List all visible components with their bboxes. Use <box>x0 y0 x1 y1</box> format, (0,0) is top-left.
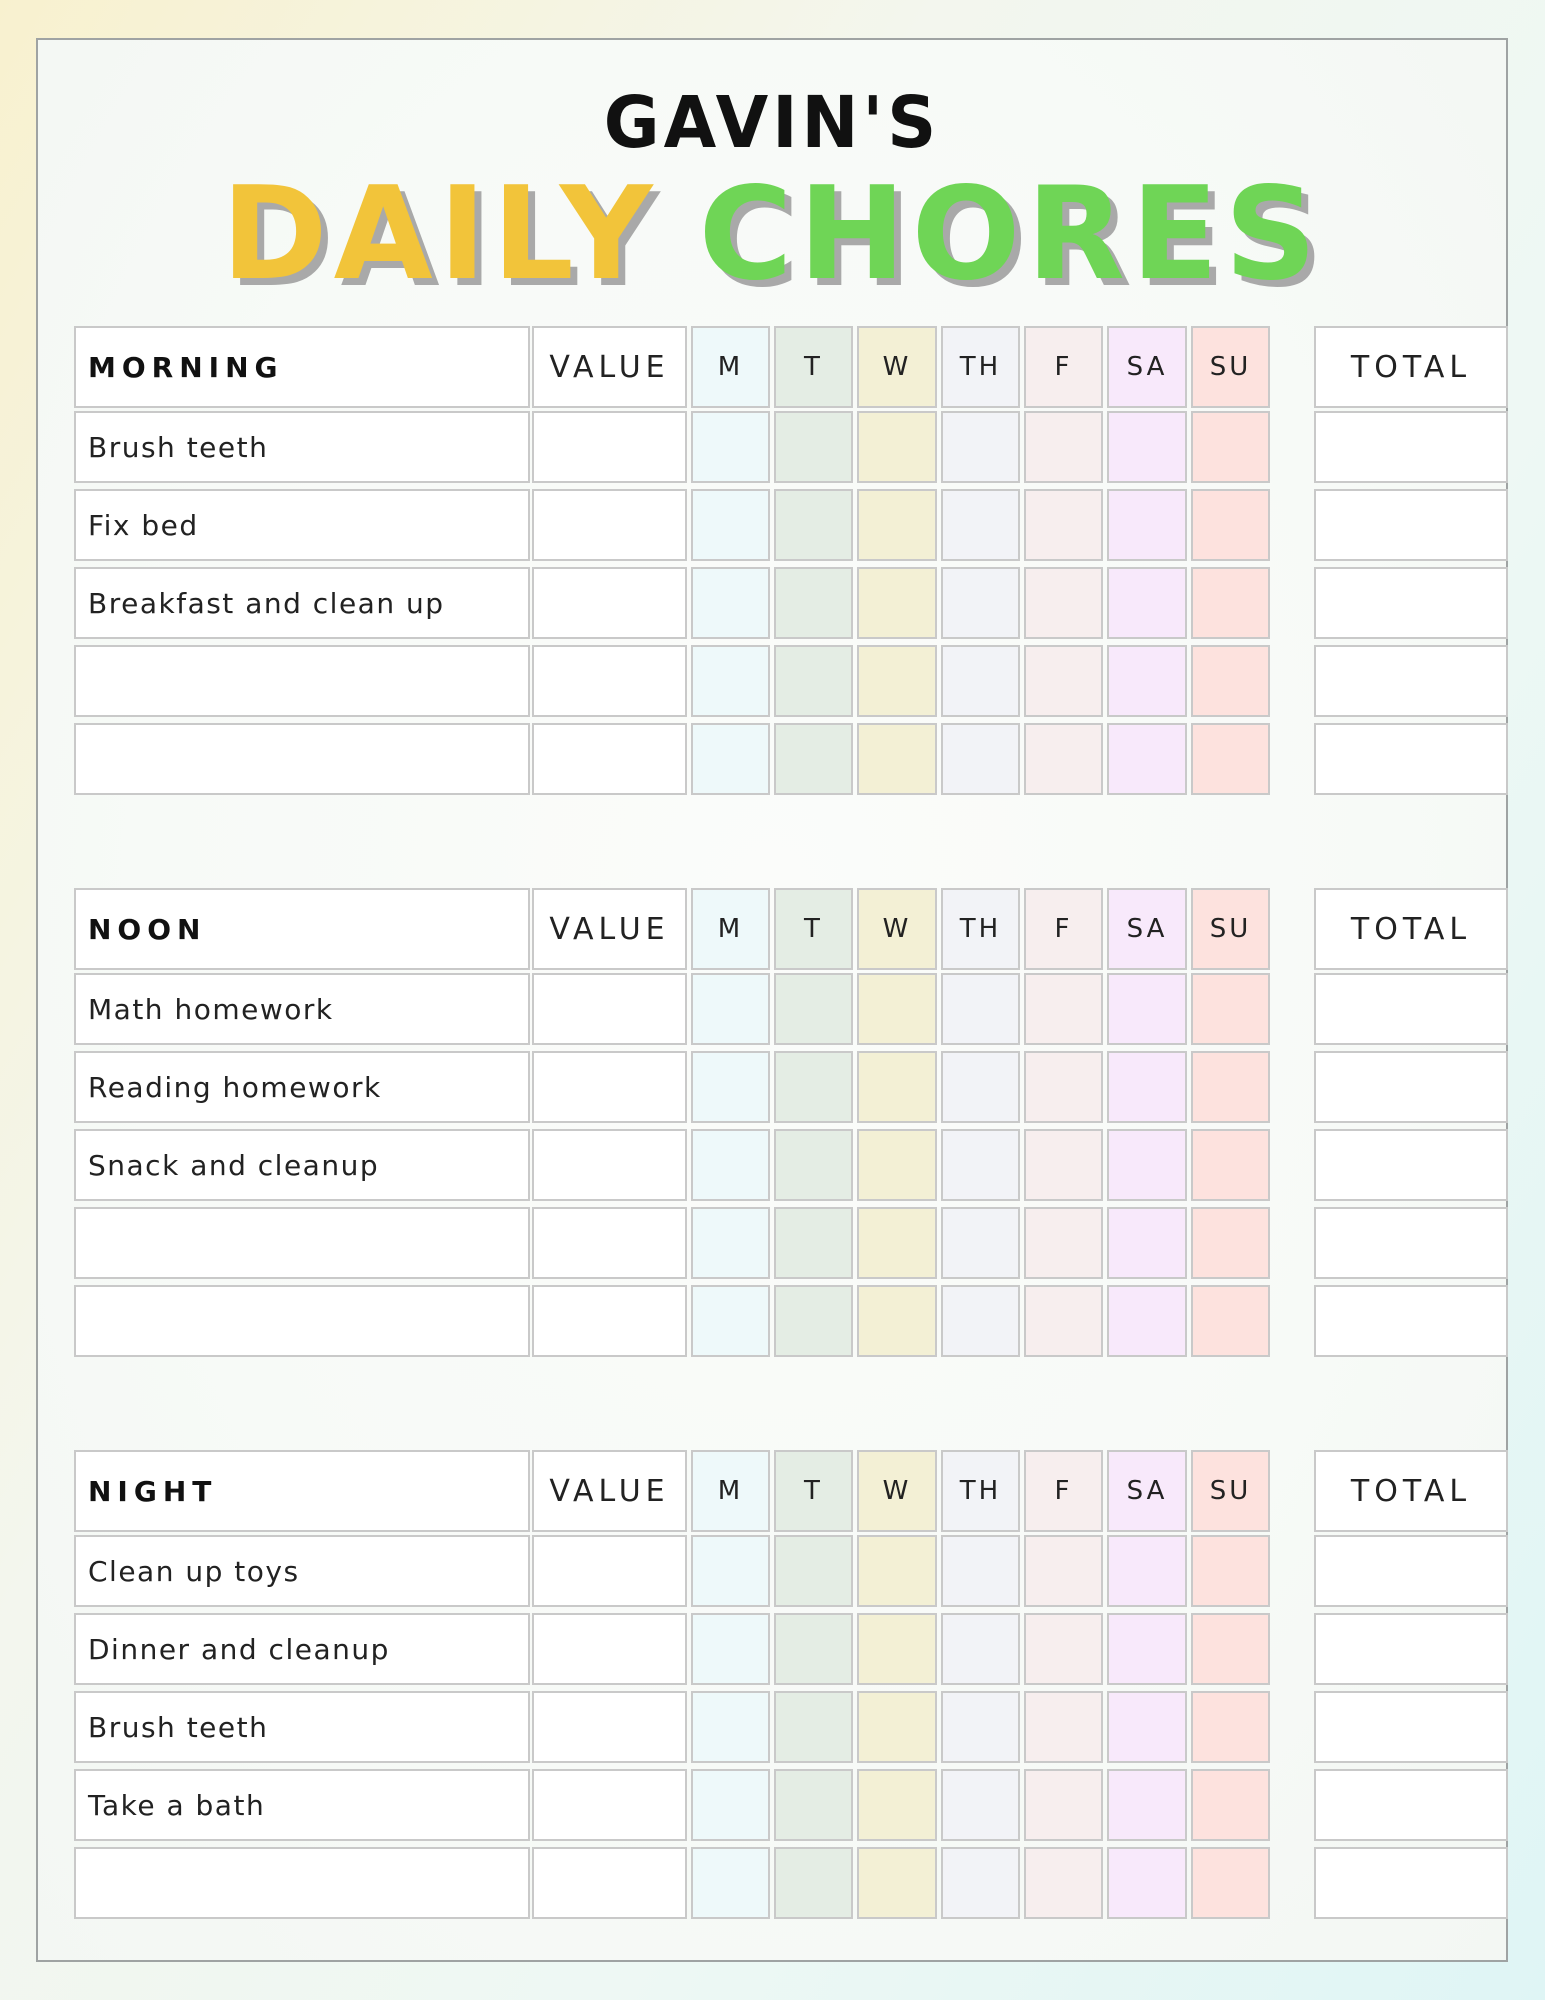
day-cell-f[interactable] <box>1024 1691 1103 1763</box>
day-header-su: SU <box>1191 888 1270 970</box>
day-header-t: T <box>774 1450 853 1532</box>
day-cell-t[interactable] <box>774 1285 853 1357</box>
chore-row <box>74 1691 1508 1763</box>
day-cell-su[interactable] <box>1191 1535 1270 1607</box>
day-cell-t[interactable] <box>774 1207 853 1279</box>
header-row <box>74 1450 1508 1532</box>
day-cell-w[interactable] <box>857 567 937 639</box>
day-cell-w[interactable] <box>857 489 937 561</box>
day-header-w: W <box>857 326 937 408</box>
day-cell-w[interactable] <box>857 723 937 795</box>
chore-row <box>74 1535 1508 1607</box>
chore-name[interactable]: Breakfast and clean up <box>74 567 530 639</box>
day-cell-t[interactable] <box>774 1769 853 1841</box>
day-header-w: W <box>857 1450 937 1532</box>
day-cell-f[interactable] <box>1024 1129 1103 1201</box>
day-cell-th[interactable] <box>941 411 1020 483</box>
total-cell[interactable] <box>1314 489 1508 561</box>
day-cell-f[interactable] <box>1024 1207 1103 1279</box>
chore-row <box>74 1285 1508 1357</box>
day-header-th: TH <box>941 1450 1020 1532</box>
day-header-su: SU <box>1191 1450 1270 1532</box>
day-cell-m[interactable] <box>691 1769 770 1841</box>
value-cell[interactable] <box>532 1691 687 1763</box>
day-header-th: TH <box>941 888 1020 970</box>
total-cell[interactable] <box>1314 1129 1508 1201</box>
section-title: MORNING <box>74 326 530 408</box>
chore-name[interactable]: Brush teeth <box>74 1691 530 1763</box>
day-header-m: M <box>691 888 770 970</box>
value-cell[interactable] <box>532 411 687 483</box>
chore-name[interactable]: Dinner and cleanup <box>74 1613 530 1685</box>
header-row <box>74 888 1508 970</box>
title-name: GAVIN'S <box>603 82 941 165</box>
chore-name[interactable]: Math homework <box>74 973 530 1045</box>
value-cell[interactable] <box>532 1847 687 1919</box>
chore-name[interactable] <box>74 1285 530 1357</box>
value-cell[interactable] <box>532 1051 687 1123</box>
day-cell-sa[interactable] <box>1107 1613 1187 1685</box>
day-cell-sa[interactable] <box>1107 489 1187 561</box>
total-cell[interactable] <box>1314 1613 1508 1685</box>
day-cell-sa[interactable] <box>1107 723 1187 795</box>
total-cell[interactable] <box>1314 1207 1508 1279</box>
day-cell-f[interactable] <box>1024 567 1103 639</box>
day-cell-m[interactable] <box>691 1613 770 1685</box>
day-cell-f[interactable] <box>1024 1847 1103 1919</box>
day-cell-w[interactable] <box>857 1847 937 1919</box>
day-cell-m[interactable] <box>691 1207 770 1279</box>
day-cell-f[interactable] <box>1024 645 1103 717</box>
day-cell-f[interactable] <box>1024 489 1103 561</box>
total-header: TOTAL <box>1314 1450 1508 1532</box>
chore-name[interactable]: Clean up toys <box>74 1535 530 1607</box>
header-row <box>74 326 1508 408</box>
day-cell-sa[interactable] <box>1107 1535 1187 1607</box>
day-cell-m[interactable] <box>691 489 770 561</box>
day-cell-su[interactable] <box>1191 1285 1270 1357</box>
day-cell-sa[interactable] <box>1107 1129 1187 1201</box>
chore-row <box>74 723 1508 795</box>
day-cell-sa[interactable] <box>1107 567 1187 639</box>
day-cell-sa[interactable] <box>1107 973 1187 1045</box>
day-header-m: M <box>691 1450 770 1532</box>
day-header-m: M <box>691 326 770 408</box>
day-cell-t[interactable] <box>774 645 853 717</box>
value-cell[interactable] <box>532 1285 687 1357</box>
title-word-daily: DAILY <box>221 160 659 309</box>
day-cell-th[interactable] <box>941 723 1020 795</box>
day-cell-w[interactable] <box>857 411 937 483</box>
section-title: NOON <box>74 888 530 970</box>
total-cell[interactable] <box>1314 723 1508 795</box>
total-header: TOTAL <box>1314 888 1508 970</box>
day-cell-t[interactable] <box>774 1129 853 1201</box>
day-cell-th[interactable] <box>941 1691 1020 1763</box>
value-cell[interactable] <box>532 1129 687 1201</box>
value-cell[interactable] <box>532 645 687 717</box>
section-title: NIGHT <box>74 1450 530 1532</box>
day-cell-th[interactable] <box>941 1847 1020 1919</box>
total-cell[interactable] <box>1314 973 1508 1045</box>
day-header-w: W <box>857 888 937 970</box>
day-cell-sa[interactable] <box>1107 645 1187 717</box>
day-cell-m[interactable] <box>691 1535 770 1607</box>
day-cell-m[interactable] <box>691 973 770 1045</box>
chore-name[interactable] <box>74 723 530 795</box>
day-cell-w[interactable] <box>857 1051 937 1123</box>
day-cell-th[interactable] <box>941 1207 1020 1279</box>
value-cell[interactable] <box>532 567 687 639</box>
day-cell-m[interactable] <box>691 723 770 795</box>
chore-row <box>74 489 1508 561</box>
day-header-t: T <box>774 888 853 970</box>
chore-name[interactable]: Reading homework <box>74 1051 530 1123</box>
chore-name[interactable] <box>74 1847 530 1919</box>
value-cell[interactable] <box>532 1535 687 1607</box>
day-cell-sa[interactable] <box>1107 1691 1187 1763</box>
total-cell[interactable] <box>1314 1769 1508 1841</box>
day-header-f: F <box>1024 326 1103 408</box>
day-cell-th[interactable] <box>941 973 1020 1045</box>
day-cell-sa[interactable] <box>1107 1769 1187 1841</box>
day-cell-t[interactable] <box>774 973 853 1045</box>
total-cell[interactable] <box>1314 1535 1508 1607</box>
day-cell-f[interactable] <box>1024 1535 1103 1607</box>
value-cell[interactable] <box>532 1613 687 1685</box>
chore-name[interactable]: Fix bed <box>74 489 530 561</box>
day-cell-t[interactable] <box>774 1535 853 1607</box>
chore-row <box>74 1613 1508 1685</box>
day-cell-w[interactable] <box>857 1129 937 1201</box>
day-cell-w[interactable] <box>857 1285 937 1357</box>
day-cell-su[interactable] <box>1191 489 1270 561</box>
day-cell-sa[interactable] <box>1107 1207 1187 1279</box>
chore-row <box>74 645 1508 717</box>
day-cell-th[interactable] <box>941 1769 1020 1841</box>
day-cell-t[interactable] <box>774 1691 853 1763</box>
day-cell-th[interactable] <box>941 645 1020 717</box>
day-cell-w[interactable] <box>857 1613 937 1685</box>
day-cell-t[interactable] <box>774 1613 853 1685</box>
total-cell[interactable] <box>1314 567 1508 639</box>
day-cell-su[interactable] <box>1191 1051 1270 1123</box>
day-cell-su[interactable] <box>1191 567 1270 639</box>
day-cell-sa[interactable] <box>1107 1847 1187 1919</box>
title-main <box>38 160 1506 309</box>
value-cell[interactable] <box>532 489 687 561</box>
day-header-sa: SA <box>1107 888 1187 970</box>
total-cell[interactable] <box>1314 1051 1508 1123</box>
value-header: VALUE <box>532 888 687 970</box>
value-header: VALUE <box>532 326 687 408</box>
day-cell-f[interactable] <box>1024 1285 1103 1357</box>
day-cell-th[interactable] <box>941 1051 1020 1123</box>
day-cell-m[interactable] <box>691 1847 770 1919</box>
total-cell[interactable] <box>1314 1847 1508 1919</box>
total-cell[interactable] <box>1314 645 1508 717</box>
day-header-su: SU <box>1191 326 1270 408</box>
day-cell-t[interactable] <box>774 411 853 483</box>
value-cell[interactable] <box>532 973 687 1045</box>
day-cell-m[interactable] <box>691 645 770 717</box>
day-header-sa: SA <box>1107 326 1187 408</box>
day-cell-su[interactable] <box>1191 1129 1270 1201</box>
value-cell[interactable] <box>532 1207 687 1279</box>
title-word-chores: CHORES <box>698 160 1323 309</box>
day-header-sa: SA <box>1107 1450 1187 1532</box>
day-cell-w[interactable] <box>857 973 937 1045</box>
day-cell-m[interactable] <box>691 411 770 483</box>
day-cell-th[interactable] <box>941 489 1020 561</box>
day-cell-su[interactable] <box>1191 723 1270 795</box>
day-cell-f[interactable] <box>1024 411 1103 483</box>
day-cell-w[interactable] <box>857 1535 937 1607</box>
day-cell-f[interactable] <box>1024 1769 1103 1841</box>
value-cell[interactable] <box>532 723 687 795</box>
day-header-f: F <box>1024 888 1103 970</box>
day-cell-su[interactable] <box>1191 1847 1270 1919</box>
day-cell-sa[interactable] <box>1107 411 1187 483</box>
day-header-t: T <box>774 326 853 408</box>
chore-row <box>74 567 1508 639</box>
chore-row <box>74 411 1508 483</box>
day-cell-t[interactable] <box>774 567 853 639</box>
chore-row <box>74 1769 1508 1841</box>
chore-name[interactable]: Take a bath <box>74 1769 530 1841</box>
day-cell-f[interactable] <box>1024 1613 1103 1685</box>
day-cell-w[interactable] <box>857 1691 937 1763</box>
day-cell-m[interactable] <box>691 567 770 639</box>
day-header-f: F <box>1024 1450 1103 1532</box>
total-cell[interactable] <box>1314 411 1508 483</box>
total-header: TOTAL <box>1314 326 1508 408</box>
day-cell-w[interactable] <box>857 1207 937 1279</box>
day-cell-su[interactable] <box>1191 1613 1270 1685</box>
day-cell-t[interactable] <box>774 1051 853 1123</box>
day-cell-th[interactable] <box>941 567 1020 639</box>
day-cell-w[interactable] <box>857 645 937 717</box>
chore-row <box>74 1051 1508 1123</box>
day-cell-m[interactable] <box>691 1691 770 1763</box>
day-cell-f[interactable] <box>1024 723 1103 795</box>
value-cell[interactable] <box>532 1769 687 1841</box>
chore-name[interactable]: Brush teeth <box>74 411 530 483</box>
day-cell-f[interactable] <box>1024 1051 1103 1123</box>
day-cell-su[interactable] <box>1191 1207 1270 1279</box>
day-cell-th[interactable] <box>941 1535 1020 1607</box>
day-cell-sa[interactable] <box>1107 1285 1187 1357</box>
chore-row <box>74 1207 1508 1279</box>
day-cell-f[interactable] <box>1024 973 1103 1045</box>
day-cell-t[interactable] <box>774 489 853 561</box>
chore-row <box>74 1129 1508 1201</box>
chore-name[interactable] <box>74 1207 530 1279</box>
chore-name[interactable]: Snack and cleanup <box>74 1129 530 1201</box>
chart-paper <box>36 38 1508 1962</box>
day-cell-su[interactable] <box>1191 411 1270 483</box>
day-cell-w[interactable] <box>857 1769 937 1841</box>
chore-name[interactable] <box>74 645 530 717</box>
day-cell-th[interactable] <box>941 1285 1020 1357</box>
day-cell-t[interactable] <box>774 1847 853 1919</box>
total-cell[interactable] <box>1314 1691 1508 1763</box>
day-cell-th[interactable] <box>941 1613 1020 1685</box>
day-cell-m[interactable] <box>691 1051 770 1123</box>
chore-row <box>74 1847 1508 1919</box>
day-cell-su[interactable] <box>1191 973 1270 1045</box>
day-cell-su[interactable] <box>1191 1691 1270 1763</box>
day-cell-sa[interactable] <box>1107 1051 1187 1123</box>
total-cell[interactable] <box>1314 1285 1508 1357</box>
day-cell-m[interactable] <box>691 1129 770 1201</box>
day-cell-th[interactable] <box>941 1129 1020 1201</box>
day-cell-m[interactable] <box>691 1285 770 1357</box>
chore-row <box>74 973 1508 1045</box>
value-header: VALUE <box>532 1450 687 1532</box>
day-cell-su[interactable] <box>1191 645 1270 717</box>
day-cell-t[interactable] <box>774 723 853 795</box>
day-header-th: TH <box>941 326 1020 408</box>
day-cell-su[interactable] <box>1191 1769 1270 1841</box>
